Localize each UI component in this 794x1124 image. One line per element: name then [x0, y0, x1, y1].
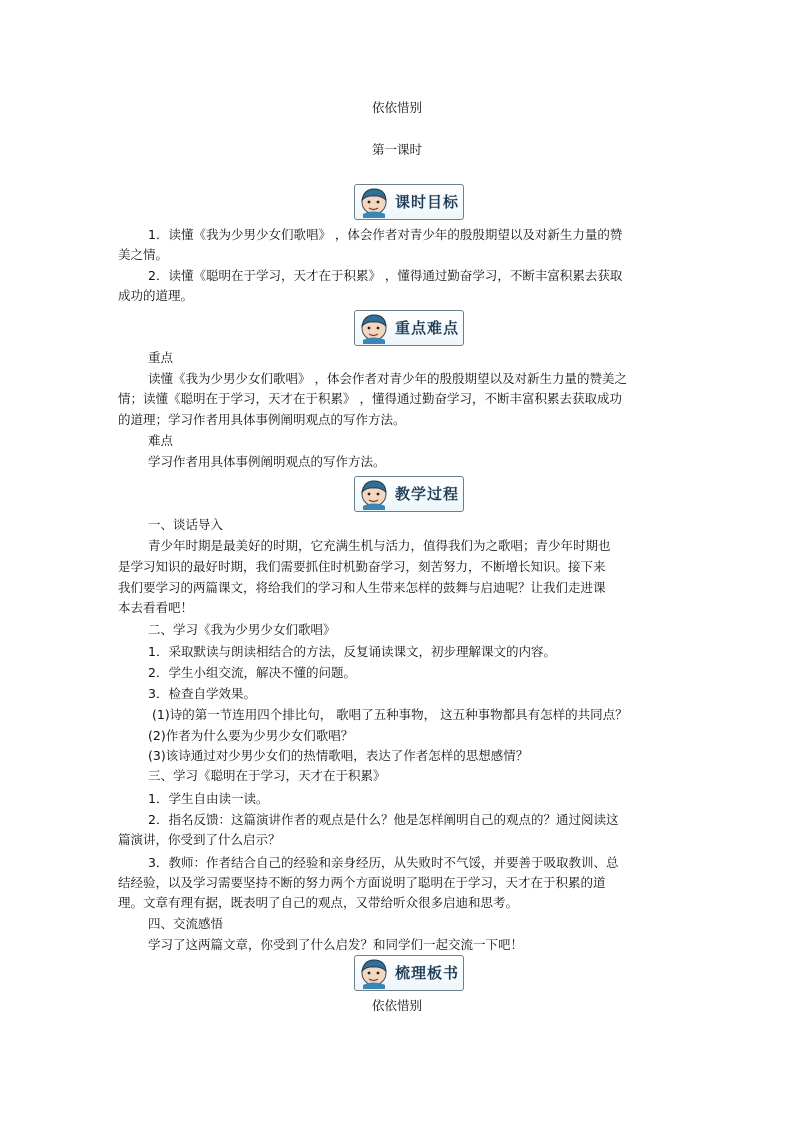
part1-heading: 一、谈话导入 [148, 517, 224, 532]
part4-heading: 四、交流感悟 [148, 916, 224, 931]
key-line: 的道理；学习作者用具体事例阐明观点的写作方法。 [118, 412, 406, 427]
section-title-board: 梳理板书 [394, 964, 459, 982]
board-title: 依依惜别 [371, 998, 422, 1013]
goal-line: 2．读懂《聪明在于学习，天才在于积累》 ，懂得通过勤奋学习，不断丰富积累去获取 [148, 268, 623, 283]
section-banner-process [354, 476, 464, 512]
section-banner-keypoints [354, 310, 464, 346]
key-line: 读懂《我为少男少女们歌唱》 ，体会作者对青少年的殷殷期望以及对新生力量的赞美之 [148, 371, 627, 386]
part3-heading: 三、学习《聪明在于学习，天才在于积累》 [148, 768, 386, 783]
student-icon [358, 187, 390, 218]
part3-item: 1．学生自由读一读。 [148, 791, 269, 806]
section-title-keypoints: 重点难点 [394, 319, 459, 337]
section-banner-board [354, 955, 464, 991]
part2-question: (2)作者为什么要为少男少女们歌唱？ [148, 728, 354, 743]
section-banner-goals [354, 184, 464, 220]
part1-line: 本去看看吧！ [118, 600, 194, 615]
difficult-text: 学习作者用具体事例阐明观点的写作方法。 [148, 454, 386, 469]
part2-heading: 二、学习《我为少男少女们歌唱》 [148, 622, 336, 637]
part2-question: (3)该诗通过对少男少女们的热情歌唱，表达了作者怎样的思想感情？ [148, 748, 529, 763]
student-icon [358, 313, 390, 344]
lesson-period: 第一课时 [371, 142, 422, 157]
key-line: 情；读懂《聪明在于学习，天才在于积累》 ，懂得通过勤奋学习，不断丰富积累去获取成功 [118, 391, 622, 406]
part3-item: 篇演讲，你受到了什么启示？ [118, 832, 281, 847]
part3-item: 3．教师：作者结合自己的经验和亲身经历，从失败时不气馁，并要善于吸取教训、总 [148, 855, 619, 870]
part2-question: (1)诗的第一节连用四个排比句， 歌唱了五种事物， 这五种事物都具有怎样的共同点？ [152, 707, 628, 722]
part2-item: 3．检查自学效果。 [148, 686, 256, 701]
goal-line: 成功的道理。 [118, 288, 194, 303]
student-icon [358, 479, 390, 510]
part4-text: 学习了这两篇文章，你受到了什么启发？和同学们一起交流一下吧！ [148, 937, 524, 952]
part2-item: 1．采取默读与朗读相结合的方法，反复诵读课文，初步理解课文的内容。 [148, 644, 556, 659]
part3-item: 理。文章有理有据，既表明了自己的观点，又带给听众很多启迪和思考。 [118, 895, 519, 910]
section-title-process: 教学过程 [394, 485, 459, 503]
section-title-goals: 课时目标 [394, 193, 459, 211]
part3-item: 结经验，以及学习需要坚持不断的努力两个方面说明了聪明在于学习，天才在于积累的道 [118, 875, 606, 890]
document-title: 依依惜别 [371, 100, 422, 115]
part2-item: 2．学生小组交流，解决不懂的问题。 [148, 665, 356, 680]
part3-item: 2．指名反馈：这篇演讲作者的观点是什么？他是怎样阐明自己的观点的？通过阅读这 [148, 812, 619, 827]
part1-line: 青少年时期是最美好的时期，它充满生机与活力，值得我们为之歌唱；青少年时期也 [148, 538, 611, 553]
part1-line: 是学习知识的最好时期，我们需要抓住时机勤奋学习，刻苦努力，不断增长知识。接下来 [118, 559, 606, 574]
goal-line: 1．读懂《我为少男少女们歌唱》 ，体会作者对青少年的殷殷期望以及对新生力量的赞 [148, 227, 623, 242]
student-icon [358, 958, 390, 989]
difficult-label: 难点 [148, 433, 174, 448]
goal-line: 美之情。 [118, 247, 169, 262]
key-label: 重点 [148, 350, 174, 365]
part1-line: 我们要学习的两篇课文，将给我们的学习和人生带来怎样的鼓舞与启迪呢？让我们走进课 [118, 580, 606, 595]
